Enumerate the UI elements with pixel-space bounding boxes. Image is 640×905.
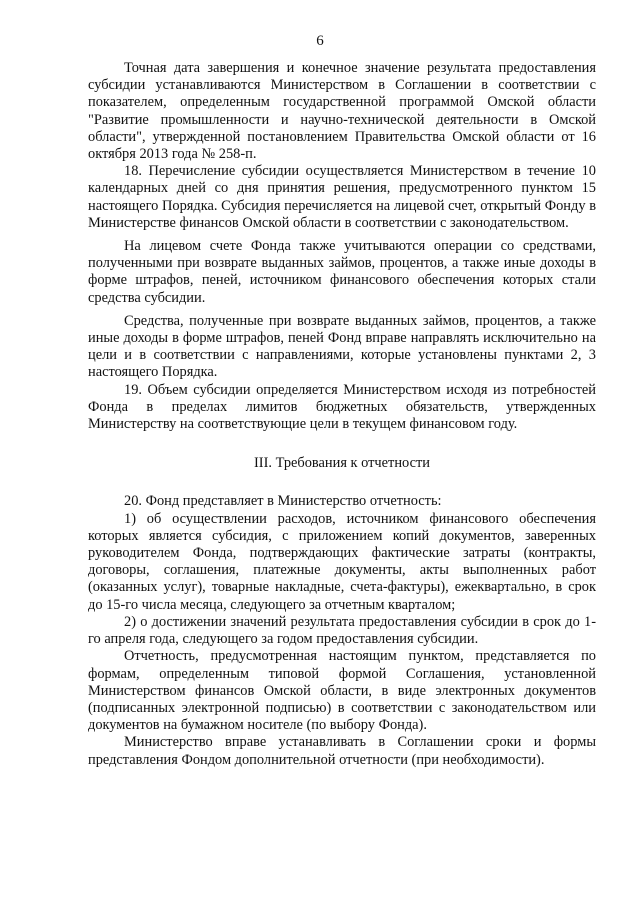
page-number: 6 (316, 33, 324, 49)
paragraph-additional-reporting: Министерство вправе устанавливать в Соглашении сроки и формы представления Фондом дополнительной отчетности (при необходимости). (88, 734, 596, 768)
paragraph-18-transfer: 18. Перечисление субсидии осуществляется Министерством в течение 10 календарных дней со дня принятия решения, предусмотренного пунктом 15 настоящего Порядка. Субсидия перечисляется на лицевой счет, открытый Фонду в Министерстве финансов Омской области в соответствии с законодательством. (88, 163, 596, 231)
paragraph-account-operations: На лицевом счете Фонда также учитываются операции со средствами, полученными при возврате выданных займов, процентов, а также иные доходы в форме штрафов, пеней, источником финансового обеспечения которых стали средства субсидии. (88, 238, 596, 306)
paragraph-reporting-forms: Отчетность, предусмотренная настоящим пунктом, представляется по формам, определенным типовой формой Соглашения, установленной Министерством финансов Омской области, в виде электронных документов (подписанных электронной подписью) в соответствии с законодательством или документов на бумажном носителе (по выбору Фонда). (88, 648, 596, 734)
paragraph-funds-use: Средства, полученные при возврате выданных займов, процентов, а также иные доходы в форме штрафов, пеней Фонд вправе направлять исключительно на цели и в соответствии с направлениями, которые установлены пунктами 2, 3 настоящего Порядка. (88, 312, 596, 381)
paragraph-20-reporting: 20. Фонд представляет в Министерство отчетность: (124, 493, 442, 510)
section-heading: III. Требования к отчетности (254, 455, 430, 472)
section-heading-block (88, 455, 596, 472)
paragraph-20-item-2: 2) о достижении значений результата предоставления субсидии в срок до 1-го апреля года, следующего за годом предоставления субсидии. (88, 613, 596, 648)
document-body (88, 60, 596, 769)
paragraph-result-date: Точная дата завершения и конечное значение результата предоставления субсидии устанавливаются Министерством в Соглашении в соответствии с показателем, определенным государственной программой Омской области "Развитие промышленности и научно-технической деятельности в Омской области", утвержденной постановлением Правительства Омской области от 16 октября 2013 года № 258-п. (88, 60, 596, 163)
paragraph-19-volume: 19. Объем субсидии определяется Министерством исходя из потребностей Фонда в пределах лимитов бюджетных обязательств, утвержденных Министерству на соответствующие цели в текущем финансовом году. (88, 381, 596, 433)
paragraph-20-item-1: 1) об осуществлении расходов, источником финансового обеспечения которых является субсидия, с приложением копий документов, заверенных руководителем Фонда, подтверждающих фактические затраты (контракты, договоры, соглашения, платежные документы, акты выполненных работ (оказанных услуг), товарные накладные, счета-фактуры), ежеквартально, в срок до 15-го числа месяца, следующего за отчетным кварталом; (88, 510, 596, 613)
